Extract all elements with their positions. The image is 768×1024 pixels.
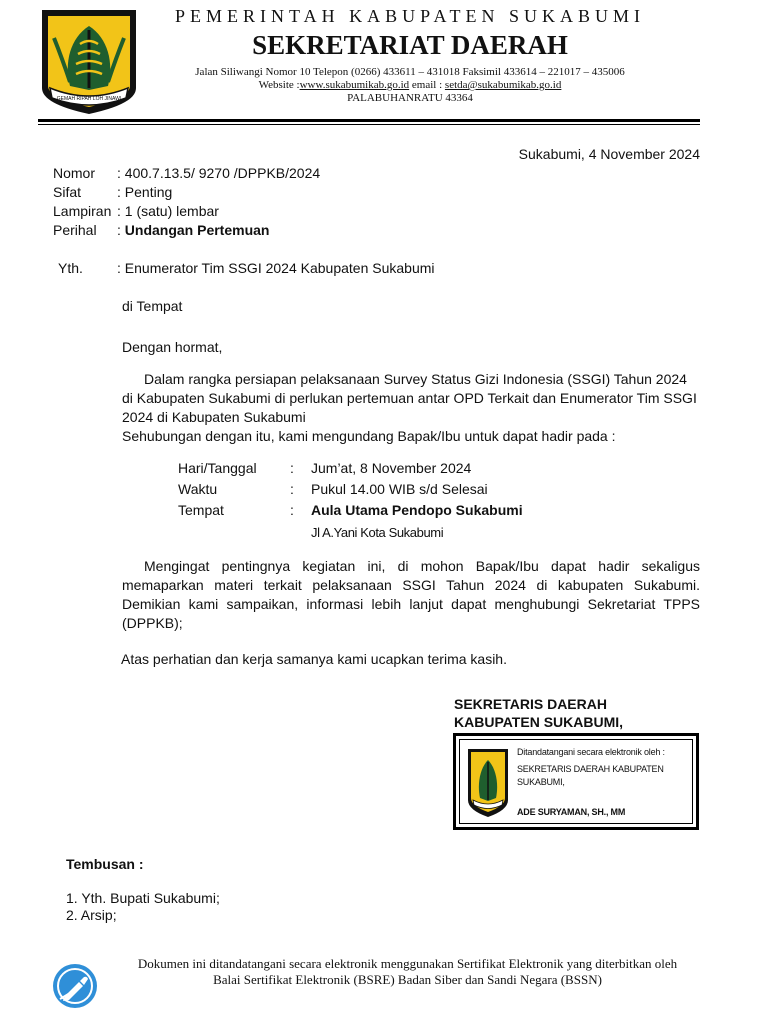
sukabumi-coat-of-arms-small-logo (467, 748, 509, 818)
footer-line-2: Balai Sertifikat Elektronik (BSRE) Badan Siber dan Sandi Negara (BSSN) (213, 972, 602, 987)
sig-title-2: KABUPATEN SUKABUMI, (454, 714, 624, 730)
e-signature-line1: Ditandatangani secara elektronik oleh : (517, 747, 665, 757)
letterhead-divider-thin (38, 124, 700, 125)
cc-item-1: 1. Yth. Bupati Sukabumi; (66, 890, 220, 906)
yth-label: Yth. (58, 260, 83, 276)
footer-note (110, 956, 705, 988)
letterhead-divider-thick (38, 119, 700, 122)
closing: Atas perhatian dan kerja samanya kami ucapkan terima kasih. (121, 651, 507, 667)
time-value: Pukul 14.00 WIB s/d Selesai (311, 481, 488, 497)
website-link[interactable]: www.sukabumikab.go.id (299, 79, 410, 91)
cc-heading: Tembusan : (66, 856, 144, 872)
para1-line4: Sehubungan dengan itu, kami mengundang Bapak/Ibu untuk dapat hadir pada : (122, 428, 616, 444)
sig-title-1: SEKRETARIS DAERAH (454, 696, 607, 712)
perihal-value: Undangan Pertemuan (124, 222, 270, 238)
letterhead-address: Jalan Siliwangi Nomor 10 Telepon (0266) 433611 – 431018 Faksimil 433614 – 221017 – 435006 (195, 66, 625, 78)
lampiran-value: : 1 (satu) lembar (117, 203, 219, 219)
day-colon: : (290, 460, 294, 476)
email-prefix: email : (409, 79, 445, 91)
sifat-value: : Penting (117, 184, 173, 200)
venue-colon: : (290, 502, 294, 518)
e-signature-box (453, 733, 699, 830)
venue-label: Tempat (178, 502, 224, 518)
venue-address: Jl A.Yani Kota Sukabumi (311, 525, 444, 540)
logo-ribbon-text: GEMAH RIPAH LOH JINAWI (56, 96, 122, 102)
para1-line1: Dalam rangka persiapan pelaksanaan Survey Status Gizi Indonesia (SSGI) Tahun 2024 (144, 371, 687, 387)
para2: Mengingat pentingnya kegiatan ini, di mohon Bapak/Ibu dapat hadir sekaligus memaparkan materi terkait pelaksanaan SSGI Tahun 2024 di kabupaten Sukabumi. Demikian kami sampaikan, informasi lebih lanjut dapat menghubungi Sekretariat TPPS (DPPKB); (122, 558, 700, 631)
time-colon: : (290, 481, 294, 497)
footer-line-1: Dokumen ini ditandatangani secara elektronik menggunakan Sertifikat Elektronik yang diterbitkan oleh (137, 956, 678, 971)
day-value: Jum’at, 8 November 2024 (311, 460, 472, 476)
recipient-place: di Tempat (122, 298, 183, 314)
e-signature-inner (459, 739, 693, 824)
nomor-label: Nomor (53, 165, 96, 181)
para1-line2: di Kabupaten Sukabumi di perlukan pertemuan antar OPD Terkait dan Enumerator Tim SSGI (122, 390, 697, 406)
day-label: Hari/Tanggal (178, 460, 257, 476)
greeting: Dengan hormat, (122, 339, 223, 355)
cc-item-2: 2. Arsip; (66, 907, 117, 923)
para1-line3: 2024 di Kabupaten Sukabumi (122, 409, 306, 425)
e-signature-name: ADE SURYAMAN, SH., MM (517, 807, 626, 817)
sifat-label: Sifat (53, 184, 82, 200)
letterhead-city: PALABUHANRATU 43364 (347, 92, 473, 104)
perihal-field (117, 221, 269, 240)
letterhead-office: SEKRETARIAT DAERAH (252, 30, 568, 60)
venue-value: Aula Utama Pendopo Sukabumi (311, 502, 523, 518)
yth-value: : Enumerator Tim SSGI 2024 Kabupaten Sukabumi (117, 260, 435, 276)
e-signature-line2: SEKRETARIS DAERAH KABUPATEN SUKABUMI, (517, 764, 664, 787)
letterhead-government: PEMERINTAH KABUPATEN SUKABUMI (175, 6, 645, 26)
perihal-label: Perihal (53, 222, 97, 238)
letter-date: Sukabumi, 4 November 2024 (518, 146, 700, 162)
letterhead-contacts (160, 79, 660, 92)
bsre-pen-icon (52, 963, 98, 1009)
email-link[interactable]: setda@sukabumikab.go.id (444, 79, 562, 91)
lampiran-label: Lampiran (53, 203, 112, 219)
time-label: Waktu (178, 481, 218, 497)
nomor-value: : 400.7.13.5/ 9270 /DPPKB/2024 (117, 165, 321, 181)
perihal-colon: : (117, 222, 125, 238)
website-prefix: Website : (258, 79, 300, 91)
sukabumi-coat-of-arms-logo (40, 8, 138, 116)
